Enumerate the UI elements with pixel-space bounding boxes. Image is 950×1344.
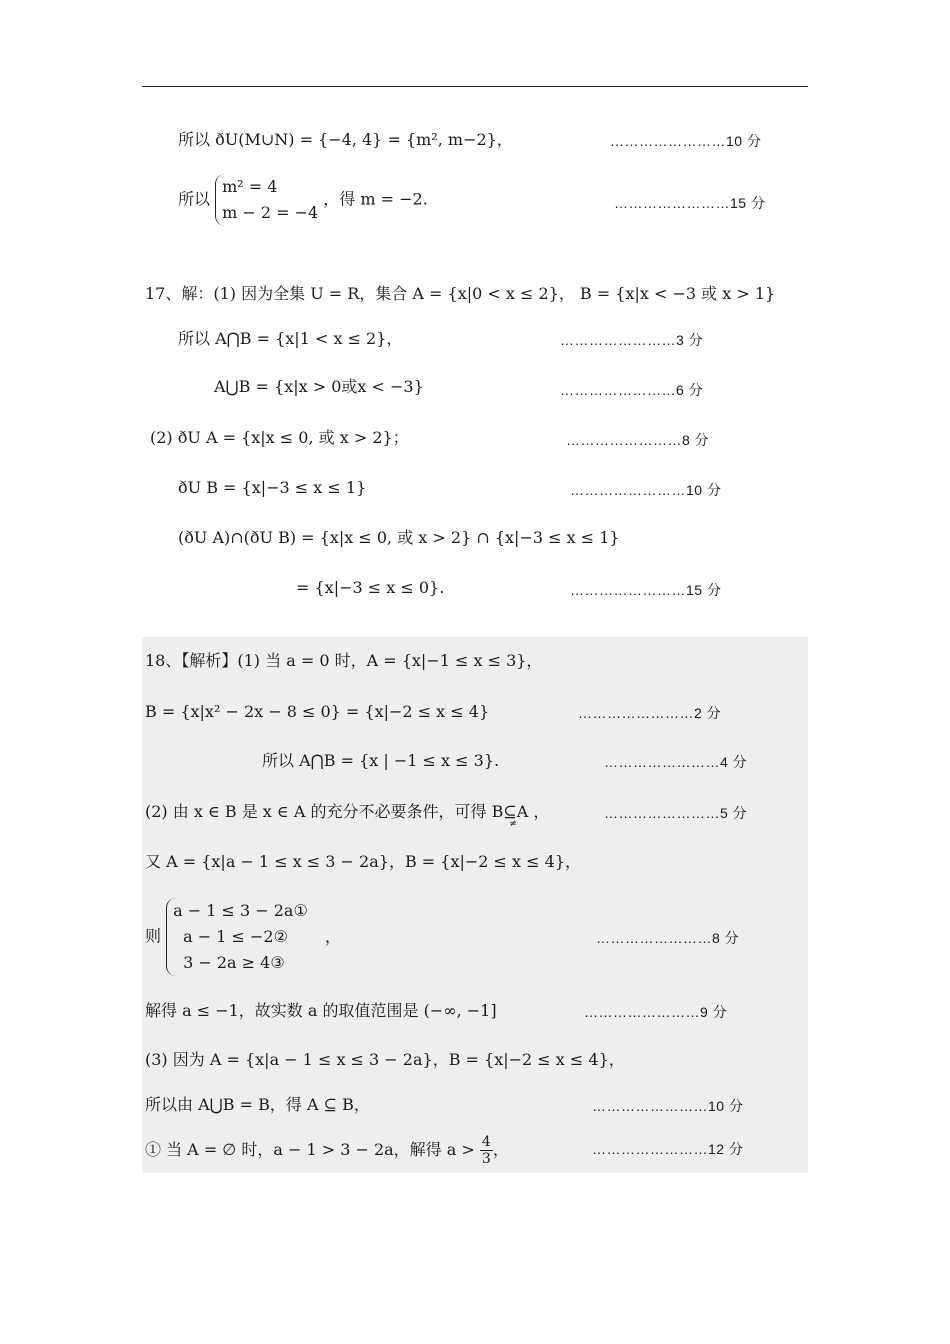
score-6: ……………………6 分 (560, 382, 704, 398)
empty-case-tail: ， (492, 1140, 509, 1159)
score-15b: ……………………15 分 (570, 582, 722, 598)
line-set-b: B = {x|x² − 2x − 8 ≤ 0} = {x|−2 ≤ x ≤ 4} (145, 702, 490, 721)
condition-tail: A ， (516, 802, 550, 821)
condition-text: (2) 由 x ∈ B 是 x ∈ A 的充分不必要条件，可得 B (145, 802, 504, 821)
system-suffix: ，得 m = −2. (323, 189, 428, 209)
line-complement-union: 所以 ðU(M∪N) = {−4, 4} = {m², m−2}， (178, 130, 513, 149)
line-union: A⋃B = {x|x > 0或x < −3} (214, 377, 424, 396)
score-8: ……………………8 分 (566, 432, 710, 448)
fraction-4-3: $\frac{4}{3}$ (481, 1134, 491, 1167)
empty-case-text: ① 当 A = ∅ 时，a − 1 > 3 − 2a，解得 a > (145, 1140, 475, 1159)
line-system-a (145, 898, 341, 976)
system-prefix: 所以 (178, 189, 211, 209)
score-3: ……………………3 分 (560, 332, 704, 348)
score-15: ……………………15 分 (614, 195, 766, 211)
score-8b: ……………………8 分 (596, 930, 740, 946)
line-complement-intersection: (ðU A)∩(ðU B) = {x|x ≤ 0, 或 x > 2} ∩ {x|−3 ≤ x ≤ 1} (178, 528, 620, 547)
score-2: ……………………2 分 (578, 705, 722, 721)
score-10b: ……………………10 分 (570, 482, 722, 498)
score-10: ……………………10 分 (610, 133, 762, 149)
line-union-subset: 所以由 A⋃B = B，得 A ⊆ B， (145, 1095, 370, 1114)
line-complement-a: (2) ðU A = {x|x ≤ 0, 或 x > 2}； (150, 428, 409, 447)
header-rule (142, 86, 808, 87)
system-brace (215, 174, 318, 226)
system-eq-2: m − 2 = −4 (222, 203, 319, 222)
line-result: = {x|−3 ≤ x ≤ 0}. (296, 578, 445, 597)
score-5: ……………………5 分 (604, 805, 748, 821)
system-eq-1: m² = 4 (222, 177, 278, 196)
line-range-a: 解得 a ≤ −1，故实数 a 的取值范围是 (−∞, −1] (145, 1001, 497, 1020)
system-a-ineq-3: 3 − 2a ≥ 4③ (183, 953, 285, 972)
line-sufficient-condition (145, 800, 550, 829)
problem-18-intro: 18、【解析】(1) 当 a = 0 时，A = {x|−1 ≤ x ≤ 3}， (145, 651, 543, 670)
line-sets-a-b: 又 A = {x|a − 1 ≤ x ≤ 3 − 2a}，B = {x|−2 ≤ x ≤ 4}， (145, 852, 582, 871)
score-10c: ……………………10 分 (592, 1098, 744, 1114)
line-system-m (178, 174, 428, 226)
score-9: ……………………9 分 (584, 1004, 728, 1020)
proper-subset-symbol: ⊆ ≠ (503, 802, 517, 829)
line-part-3: (3) 因为 A = {x|a − 1 ≤ x ≤ 3 − 2a}，B = {x|−2 ≤ x ≤ 4}， (145, 1050, 625, 1069)
system-a-ineq-1: a − 1 ≤ 3 − 2a① (173, 901, 308, 920)
system-a-ineq-2: a − 1 ≤ −2② (183, 927, 288, 946)
line-intersection-18: 所以 A⋂B = {x | −1 ≤ x ≤ 3}. (262, 751, 500, 770)
problem-17-intro: 17、解：(1) 因为全集 U = R，集合 A = {x|0 < x ≤ 2}， B = {x|x < −3 或 x > 1} (145, 284, 776, 303)
line-complement-b: ðU B = {x|−3 ≤ x ≤ 1} (178, 478, 367, 497)
system-a-suffix: ， (324, 926, 341, 946)
score-4: ……………………4 分 (604, 754, 748, 770)
system-a-brace (166, 898, 308, 976)
line-empty-case (145, 1134, 509, 1167)
system-a-prefix: 则 (145, 926, 162, 946)
score-12: ……………………12 分 (592, 1141, 744, 1157)
line-intersection: 所以 A⋂B = {x|1 < x ≤ 2}， (178, 329, 403, 348)
